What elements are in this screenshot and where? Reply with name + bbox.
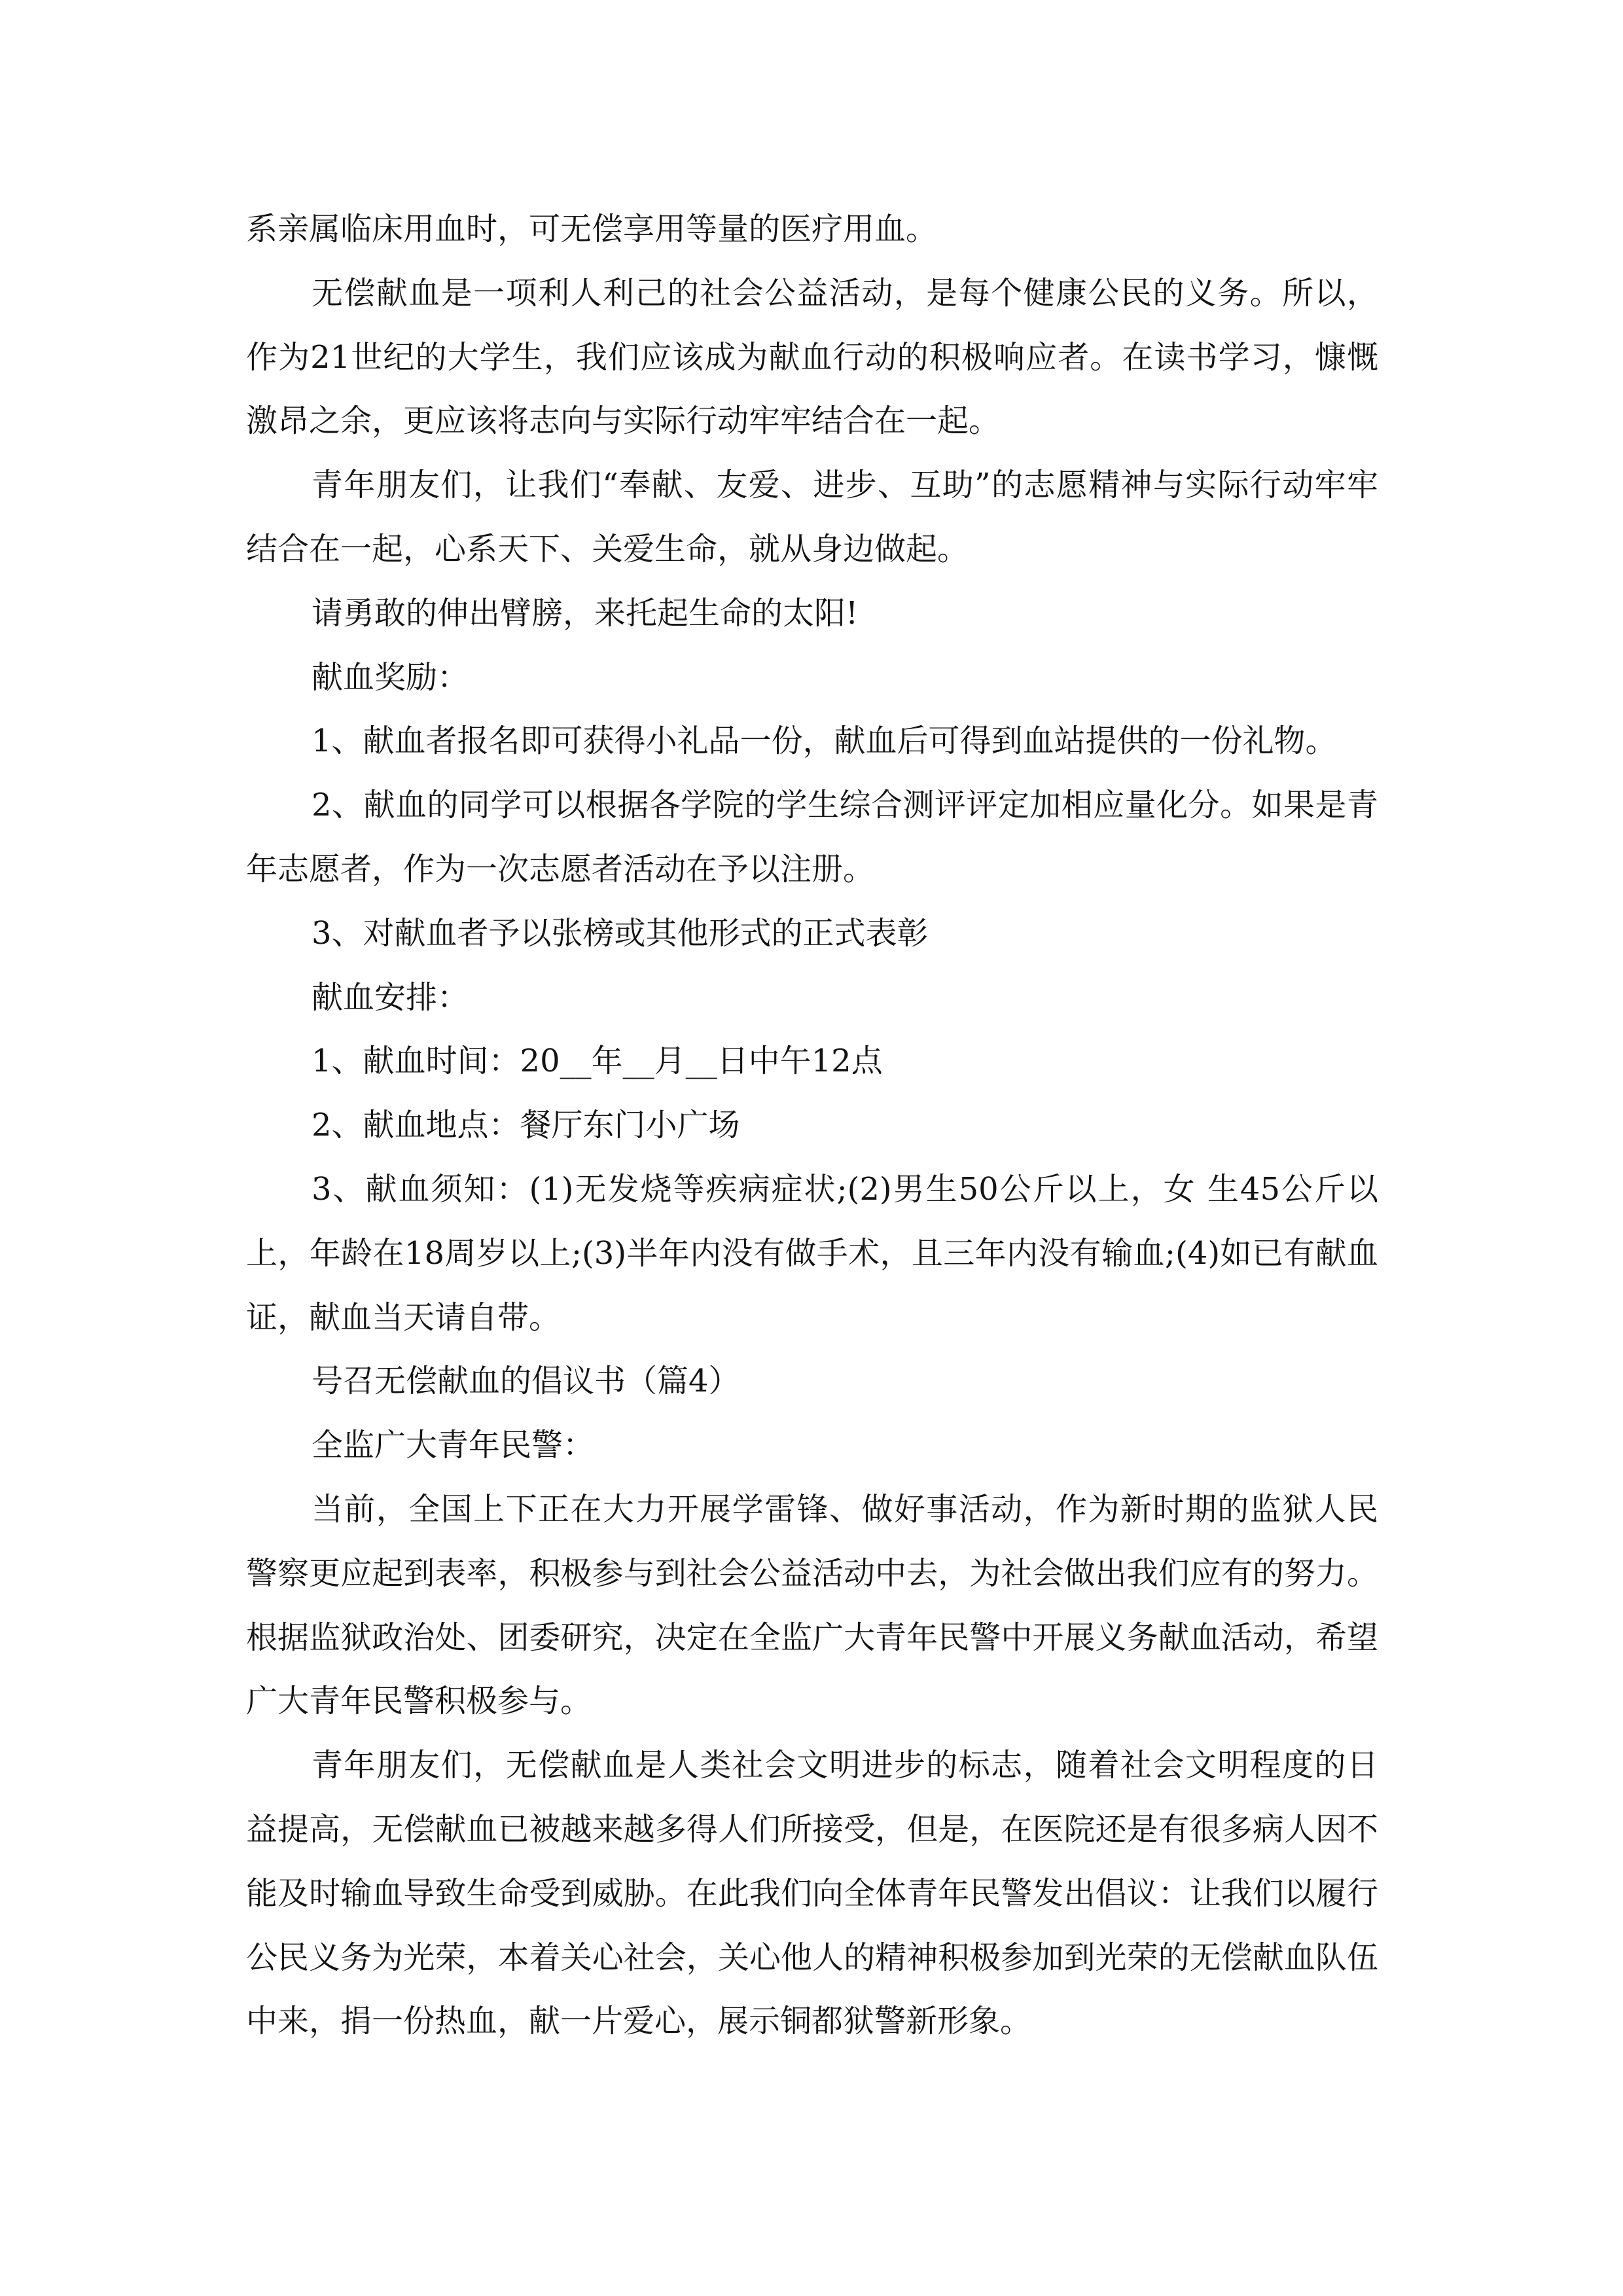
heading-donation-arrangement: 献血安排：: [312, 978, 469, 1016]
salutation: 全监广大青年民警：: [312, 1427, 595, 1464]
paragraph-current-activity: 当前，全国上下正在大力开展学雷锋、做好事活动，作为新时期的监狱人民警察更应起到表率，积极参与到社会公益活动中去，为社会做出我们应有的努力。根据监狱政治处、团委研究，决定在全监广大青年民警中开展义务献血活动，希望广大青年民警积极参与。: [246, 1490, 1378, 1720]
arrangement-item-notice: 3、献血须知：(1)无发烧等疾病症状;(2)男生50公斤以上，女 生45公斤以上，年龄在18周岁以上;(3)半年内没有做手术，且三年内没有输血;(4)如已有献血证，献血当天请自带。: [246, 1170, 1378, 1336]
paragraph-blood-donation-duty: 无偿献血是一项利人利己的社会公益活动，是每个健康公民的义务。所以，作为21世纪的大学生，我们应该成为献血行动的积极响应者。在读书学习，慷慨激昂之余，更应该将志向与实际行动牢牢结合在一起。: [246, 274, 1378, 440]
heading-donation-rewards: 献血奖励：: [312, 658, 469, 696]
paragraph-volunteer-spirit: 青年朋友们，让我们“奉献、友爱、进步、互助”的志愿精神与实际行动牢牢结合在一起，心系天下、关爱生命，就从身边做起。: [246, 467, 1378, 567]
arrangement-item-location: 2、献血地点：餐厅东门小广场: [312, 1107, 740, 1144]
section-title-part-4: 号召无偿献血的倡议书（篇4）: [312, 1363, 740, 1400]
paragraph-proposal: 青年朋友们，无偿献血是人类社会文明进步的标志，随着社会文明程度的日益提高，无偿献血已被越来越多得人们所接受，但是，在医院还是有很多病人因不能及时输血导致生命受到威胁。在此我们向全体青年民警发出倡议：让我们以履行公民义务为光荣，本着关心社会，关心他人的精神积极参加到光荣的无偿献血队伍中来，捐一份热血，献一片爱心，展示铜都狱警新形象。: [246, 1747, 1378, 2040]
reward-item-3: 3、对献血者予以张榜或其他形式的正式表彰: [312, 914, 929, 952]
reward-item-1: 1、献血者报名即可获得小礼品一份，献血后可得到血站提供的一份礼物。: [312, 723, 1337, 760]
paragraph-call-to-action: 请勇敢的伸出臂膀，来托起生命的太阳!: [312, 594, 859, 632]
paragraph-continuation: 系亲属临床用血时，可无偿享用等量的医疗用血。: [246, 211, 938, 247]
reward-item-2: 2、献血的同学可以根据各学院的学生综合测评评定加相应量化分。如果是青年志愿者，作为一次志愿者活动在予以注册。: [246, 787, 1378, 888]
arrangement-item-time: 1、献血时间：20__年__月__日中午12点: [312, 1043, 883, 1080]
document-body: [246, 198, 1378, 2054]
